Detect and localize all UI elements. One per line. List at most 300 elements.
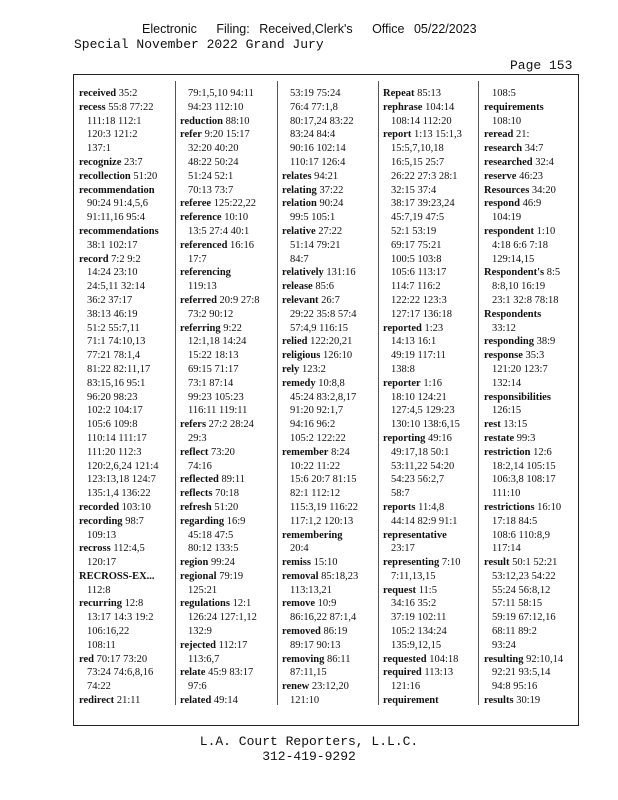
page-line-refs: 105:6 113:17 (391, 267, 447, 279)
page-line-refs: 106:16,22 (87, 626, 130, 638)
page-line-refs: 114:7 116:2 (391, 281, 441, 293)
page-line-refs: 70:17 73:20 (96, 653, 148, 665)
page-line-refs: 88:10 (225, 115, 250, 127)
page-line-refs: 49:14 (213, 695, 238, 707)
index-entry-continuation (282, 156, 378, 170)
index-entry-continuation (282, 322, 378, 336)
index-column-4 (383, 87, 479, 708)
column-divider (175, 81, 176, 705)
index-entry (79, 87, 175, 101)
page-line-refs: 21: (515, 129, 530, 141)
index-entry (180, 556, 276, 570)
page-line-refs: 104:14 (425, 101, 455, 113)
filing-word-1: Electronic (142, 22, 197, 36)
column-divider (277, 81, 278, 705)
page-line-refs: 119:13 (188, 281, 217, 293)
index-entry-continuation (79, 128, 175, 142)
index-entry-continuation (79, 391, 175, 405)
page-line-refs: 105:2 134:24 (391, 626, 447, 638)
index-term: regulations (180, 598, 230, 610)
index-entry-continuation (282, 253, 378, 267)
filing-word-4: Office (372, 22, 405, 36)
index-entry-continuation (383, 115, 479, 129)
page-line-refs: 38:1 102:17 (87, 239, 138, 251)
index-entry (180, 487, 276, 501)
index-term: referencing (180, 267, 231, 279)
page-line-refs: 120:3 121:2 (87, 129, 138, 141)
page-line-refs: 96:20 98:23 (87, 391, 138, 403)
index-entry-continuation (484, 584, 580, 598)
page-line-refs: 80:12 133:5 (188, 543, 239, 555)
index-entry-continuation (79, 404, 175, 418)
index-entry-continuation (383, 211, 479, 225)
index-term: reduction (180, 115, 223, 127)
index-entry-continuation (180, 391, 276, 405)
index-entry-continuation (484, 404, 580, 418)
index-entry-continuation (383, 156, 479, 170)
index-entry-continuation (282, 694, 378, 708)
index-term: reported (383, 322, 422, 334)
index-term: recollection (79, 170, 131, 182)
page-line-refs: 74:22 (87, 681, 111, 693)
index-entry (79, 501, 175, 515)
index-term: respond (484, 198, 520, 210)
index-entry-continuation (383, 542, 479, 556)
page-line-refs: 85:13 (417, 88, 442, 99)
column-divider (478, 81, 479, 705)
index-entry (79, 170, 175, 184)
page-line-refs: 45:24 83:2,8,17 (290, 391, 357, 403)
index-term: reread (484, 129, 514, 141)
index-entry (79, 694, 175, 708)
index-entry (484, 225, 580, 239)
index-term: result (484, 557, 510, 569)
index-term: regarding (180, 515, 225, 527)
page-line-refs: 7:2 9:2 (111, 253, 141, 265)
index-term: rephrase (383, 101, 423, 113)
page-line-refs: 121:20 123:7 (492, 363, 548, 375)
page-line-refs: 99:3 (516, 432, 536, 444)
page-line-refs: 81:22 82:11,17 (87, 363, 151, 375)
index-entry (282, 377, 378, 391)
firm-name: L.A. Court Reporters, L.L.C. (199, 734, 419, 749)
index-entry-continuation (79, 446, 175, 460)
index-entry (484, 156, 580, 170)
page-line-refs: 76:4 77:1,8 (290, 101, 338, 113)
index-entry-continuation (180, 404, 276, 418)
index-entry (79, 515, 175, 529)
index-term: recross (79, 543, 111, 555)
index-entry (383, 322, 479, 336)
index-entry (383, 694, 479, 708)
index-entry (79, 184, 175, 198)
index-entry-continuation (383, 142, 479, 156)
index-term: reports (383, 501, 416, 513)
index-entry-continuation (79, 294, 175, 308)
page-line-refs: 38:13 46:19 (87, 308, 138, 320)
index-entry-continuation (180, 529, 276, 543)
index-entry-continuation (282, 515, 378, 529)
page-line-refs: 127:4,5 129:23 (391, 405, 455, 417)
page-line-refs: 90:24 (319, 198, 344, 210)
page-line-refs: 90:16 102:14 (290, 143, 346, 155)
index-term: referring (180, 322, 221, 334)
index-entry-continuation (383, 446, 479, 460)
index-term: recording (79, 515, 123, 527)
page-line-refs: 12:6 (533, 446, 552, 458)
page-line-refs: 103:10 (121, 501, 151, 513)
index-entry (383, 377, 479, 391)
index-entry-continuation (282, 87, 378, 101)
index-entry (180, 639, 276, 653)
index-term: recommendations (79, 225, 159, 237)
page-line-refs: 54:23 56:2,7 (391, 474, 445, 486)
index-entry-continuation (484, 542, 580, 556)
index-entry-continuation (484, 87, 580, 101)
index-entry-continuation (383, 363, 479, 377)
index-term: Resources (484, 184, 530, 196)
page-line-refs: 34:16 35:2 (391, 598, 437, 610)
index-entry (484, 266, 580, 280)
index-entry-continuation (180, 87, 276, 101)
page-line-refs: 24:5,11 32:14 (87, 281, 145, 293)
index-term: remembering (282, 529, 343, 541)
index-entry (79, 570, 175, 584)
page-line-refs: 108:6 110:8,9 (492, 529, 550, 541)
index-entry-continuation (282, 308, 378, 322)
index-term: remove (282, 598, 316, 610)
page-line-refs: 89:17 90:13 (290, 639, 341, 651)
index-entry-continuation (180, 680, 276, 694)
index-entry-continuation (383, 597, 479, 611)
index-entry-continuation (484, 211, 580, 225)
page-line-refs: 94:8 95:16 (492, 681, 538, 693)
index-entry-continuation (79, 266, 175, 280)
page-line-refs: 12:1,18 14:24 (188, 336, 247, 348)
index-entry-continuation (383, 473, 479, 487)
index-entry-continuation (282, 487, 378, 501)
page-line-refs: 16:9 (226, 515, 246, 527)
index-column-3 (282, 87, 378, 708)
page-line-refs: 15:22 18:13 (188, 350, 239, 362)
page-line-refs: 26:7 (321, 294, 340, 306)
index-entry-continuation (180, 432, 276, 446)
index-entry-continuation (180, 377, 276, 391)
page-line-refs: 99:23 105:23 (188, 391, 244, 403)
index-term: restate (484, 432, 515, 444)
index-term: reserve (484, 170, 517, 182)
page-line-refs: 8:5 (546, 267, 561, 279)
index-entry-continuation (383, 225, 479, 239)
index-term: referenced (180, 239, 228, 251)
page-line-refs: 13:15 (503, 419, 528, 431)
index-term: referee (180, 198, 212, 210)
index-entry-continuation (180, 225, 276, 239)
page-line-refs: 57:11 58:15 (492, 598, 543, 610)
index-entry-continuation (282, 611, 378, 625)
index-entry (484, 170, 580, 184)
page-line-refs: 94:21 (314, 170, 339, 182)
index-entry-continuation (79, 239, 175, 253)
index-entry-continuation (383, 639, 479, 653)
page-line-refs: 14:24 23:10 (87, 267, 138, 279)
index-entry-continuation (282, 460, 378, 474)
index-entry-continuation (180, 156, 276, 170)
page-line-refs: 53:19 75:24 (290, 88, 341, 99)
index-term: recommendation (79, 184, 155, 196)
index-entry-continuation (484, 529, 580, 543)
page-line-refs: 97:6 (188, 681, 207, 693)
index-entry (180, 666, 276, 680)
page-line-refs: 91:20 92:1,7 (290, 405, 344, 417)
page-line-refs: 1:13 15:1,3 (414, 129, 462, 141)
index-entry-continuation (79, 611, 175, 625)
index-entry (180, 515, 276, 529)
index-entry (383, 584, 479, 598)
page-line-refs: 20:4 (290, 543, 309, 555)
page-line-refs: 59:19 67:12,16 (492, 612, 556, 624)
index-entry-continuation (383, 280, 479, 294)
page-line-refs: 116:11 119:11 (188, 405, 248, 417)
index-entry-continuation (79, 115, 175, 129)
page-line-refs: 70:13 73:7 (188, 184, 234, 196)
index-entry-continuation (180, 142, 276, 156)
page-line-refs: 129:14,15 (492, 253, 535, 265)
index-entry-continuation (383, 253, 479, 267)
page-line-refs: 109:13 (87, 529, 117, 541)
index-entry-continuation (180, 363, 276, 377)
index-entry-continuation (383, 515, 479, 529)
page-line-refs: 10:22 11:22 (290, 460, 341, 472)
index-term: recognize (79, 156, 122, 168)
page-line-refs: 1:10 (536, 225, 556, 237)
page-line-refs: 85:6 (315, 281, 335, 293)
page-line-refs: 51:14 79:21 (290, 239, 341, 251)
index-entry (282, 556, 378, 570)
index-entry (484, 197, 580, 211)
page-line-refs: 111:10 (492, 488, 521, 500)
page-line-refs: 85:18,23 (321, 570, 359, 582)
page-line-refs: 29:22 35:8 57:4 (290, 308, 357, 320)
page-line-refs: 73:20 (211, 446, 235, 458)
page-number: Page 153 (510, 58, 573, 73)
index-entry-continuation (383, 170, 479, 184)
index-term: Respondents (484, 308, 542, 320)
index-entry-continuation (282, 391, 378, 405)
page-line-refs: 126:24 127:1,12 (188, 612, 257, 624)
index-entry-continuation (383, 294, 479, 308)
index-term: refresh (180, 501, 212, 513)
index-entry-continuation (79, 487, 175, 501)
index-entry (484, 184, 580, 198)
page-line-refs: 86:19 (323, 626, 348, 638)
index-term: researched (484, 156, 533, 168)
index-entry (282, 184, 378, 198)
index-entry-continuation (282, 128, 378, 142)
page-line-refs: 35:3 (525, 350, 545, 362)
index-entry (484, 128, 580, 142)
page-line-refs: 51:24 52:1 (188, 170, 234, 182)
index-entry (484, 694, 580, 708)
index-column-5 (484, 87, 580, 708)
index-term: reference (180, 212, 222, 224)
page-line-refs: 112:4,5 (113, 543, 145, 555)
page-line-refs: 30:19 (516, 695, 541, 707)
index-entry (180, 197, 276, 211)
index-entry-continuation (282, 404, 378, 418)
page-line-refs: 108:14 112:20 (391, 115, 452, 127)
index-entry (383, 666, 479, 680)
page-line-refs: 26:22 27:3 28:1 (391, 170, 458, 182)
page-line-refs: 120:2,6,24 121:4 (87, 460, 159, 472)
index-entry (180, 115, 276, 129)
page-line-refs: 87:11,15 (290, 667, 327, 679)
page-line-refs: 37:19 102:11 (391, 612, 447, 624)
page-line-refs: 94:16 96:2 (290, 419, 336, 431)
page-line-refs: 38:17 39:23,24 (391, 198, 455, 210)
index-entry-continuation (383, 680, 479, 694)
index-entry (484, 432, 580, 446)
index-term: required (383, 667, 422, 679)
index-entry-continuation (383, 239, 479, 253)
index-entry-continuation (79, 197, 175, 211)
page-line-refs: 135:9,12,15 (391, 639, 442, 651)
index-entry (282, 625, 378, 639)
index-entry-continuation (484, 239, 580, 253)
index-entry-continuation (180, 611, 276, 625)
index-entry (282, 266, 378, 280)
page-line-refs: 82:1 112:12 (290, 488, 341, 500)
index-term: redirect (79, 695, 115, 707)
page-line-refs: 74:16 (188, 460, 212, 472)
page-line-refs: 23:17 (391, 543, 415, 555)
index-entry (282, 529, 378, 543)
index-entry-continuation (79, 349, 175, 363)
firm-phone: 312-419-9292 (262, 749, 356, 764)
page-line-refs: 4:18 6:6 7:18 (492, 239, 549, 251)
index-term: relevant (282, 294, 319, 306)
page-line-refs: 27:22 (318, 225, 343, 237)
page-line-refs: 111:18 112:1 (87, 115, 142, 127)
filing-word-3: Received,Clerk's (259, 22, 353, 36)
index-entry (484, 556, 580, 570)
index-entry-continuation (79, 418, 175, 432)
page-line-refs: 84:7 (290, 253, 309, 265)
page-line-refs: 125:22,22 (213, 198, 257, 210)
index-entry-continuation (79, 377, 175, 391)
index-entry-continuation (484, 253, 580, 267)
index-entry (484, 446, 580, 460)
index-term: regional (180, 570, 217, 582)
index-entry-continuation (180, 625, 276, 639)
index-term: reflected (180, 474, 219, 486)
index-entry-continuation (282, 542, 378, 556)
index-term: region (180, 557, 209, 569)
page-line-refs: 35:2 (118, 88, 138, 99)
index-entry (282, 170, 378, 184)
index-term: relative (282, 225, 316, 237)
page-line-refs: 29:3 (188, 432, 207, 444)
index-entry-continuation (383, 308, 479, 322)
page-line-refs: 70:18 (215, 488, 239, 500)
index-entry-continuation (484, 639, 580, 653)
index-entry-continuation (484, 611, 580, 625)
index-entry-continuation (484, 487, 580, 501)
page-line-refs: 106:3,8 108:17 (492, 474, 556, 486)
index-term: refer (180, 129, 202, 141)
page-line-refs: 1:16 (423, 377, 442, 389)
page-line-refs: 45:7,19 47:5 (391, 212, 445, 224)
page-line-refs: 111:20 112:3 (87, 446, 142, 458)
page-line-refs: 46:9 (522, 198, 542, 210)
page-line-refs: 16:10 (537, 501, 562, 513)
index-entry (79, 597, 175, 611)
page-line-refs: 23:12,20 (311, 681, 349, 693)
index-entry-continuation (282, 115, 378, 129)
page-line-refs: 117:1,2 120:13 (290, 515, 354, 527)
page-line-refs: 45:9 83:17 (208, 667, 254, 679)
page-line-refs: 115:3,19 116:22 (290, 501, 359, 513)
page-line-refs: 49:19 117:11 (391, 350, 446, 362)
page-line-refs: 21:11 (116, 695, 141, 707)
page-line-refs: 102:2 104:17 (87, 405, 143, 417)
index-term: responsibilities (484, 391, 551, 403)
page-line-refs: 49:16 (428, 432, 452, 444)
index-term: representing (383, 557, 440, 569)
index-term: removed (282, 626, 321, 638)
page-line-refs: 38:9 (536, 336, 556, 348)
index-entry-continuation (484, 322, 580, 336)
page-line-refs: 105:2 122:22 (290, 432, 346, 444)
index-entry-continuation (484, 515, 580, 529)
index-entry (383, 529, 479, 543)
page-line-refs: 138:8 (391, 363, 415, 375)
page-line-refs: 99:5 105:1 (290, 212, 336, 224)
index-entry (383, 556, 479, 570)
index-term: relatively (282, 267, 324, 279)
page-line-refs: 11:5 (418, 584, 437, 596)
page-line-refs: 13:5 27:4 40:1 (188, 225, 250, 237)
index-term: recess (79, 101, 106, 113)
page-line-refs: 80:17,24 83:22 (290, 115, 354, 127)
index-term: removal (282, 570, 319, 582)
page-line-refs: 34:7 (524, 143, 544, 155)
page-line-refs: 46:23 (519, 170, 543, 182)
index-entry-continuation (180, 308, 276, 322)
index-entry (282, 653, 378, 667)
index-entry (282, 197, 378, 211)
index-entry-continuation (180, 170, 276, 184)
index-entry-continuation (383, 570, 479, 584)
index-column-2 (180, 87, 276, 708)
index-entry-continuation (180, 542, 276, 556)
page-line-refs: 73:2 90:12 (188, 308, 234, 320)
index-entry-continuation (180, 349, 276, 363)
page-line-refs: 105:6 109:8 (87, 419, 138, 431)
index-term: recorded (79, 501, 120, 513)
index-entry-continuation (484, 280, 580, 294)
page-line-refs: 99:24 (211, 557, 235, 569)
filing-word-2: Filing: (216, 22, 250, 36)
index-entry (79, 653, 175, 667)
index-entry (484, 418, 580, 432)
index-entry-continuation (79, 322, 175, 336)
index-entry (282, 335, 378, 349)
page-line-refs: 17:7 (188, 253, 207, 265)
page-line-refs: 17:18 84:5 (492, 515, 538, 527)
page-line-refs: 71:1 74:10,13 (87, 336, 146, 348)
index-entry-continuation (383, 611, 479, 625)
